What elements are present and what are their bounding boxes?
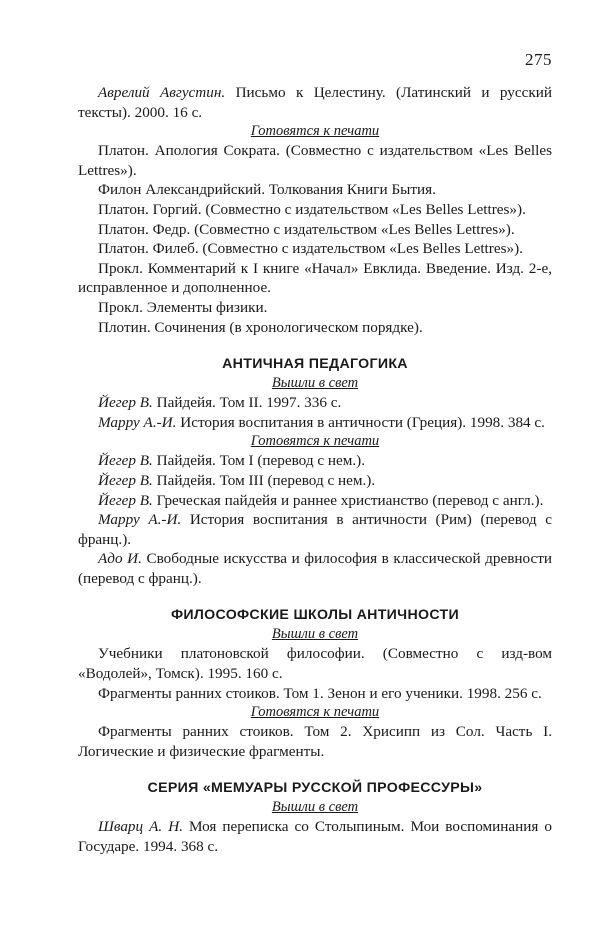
entry-author: Йегер В. [98,471,153,489]
entry-text: Греческая пайдейя и раннее христианство (перевод с англ.). [152,491,544,509]
page-content [78,83,552,857]
publication-entry [78,180,552,200]
entry-author: Йегер В. [98,491,153,509]
section-heading: ФИЛОСОФСКИЕ ШКОЛЫ АНТИЧНОСТИ [171,607,459,624]
entry-text: Филон Александрийский. Толкования Книги Бытия. [98,181,436,199]
publication-entry [78,413,552,433]
section-gap [78,337,552,355]
entry-text: Платон. Филеб. (Совместно с издательством «Les Belles Lettres»). [98,240,523,258]
entry-text: Пайдейя. Том I (перевод с нем.). [152,452,366,470]
entry-text: Платон. Апология Сократа. (Совместно с издательством «Les Belles Lettres»). [78,142,552,179]
publication-entry [78,393,552,413]
entry-text: Моя переписка со Столыпиным. Мои воспоминания о Государе. 1994. 368 с. [78,818,552,856]
entry-text: Платон. Горгий. (Совместно с издательством «Les Belles Lettres»). [98,200,526,218]
publication-entry [78,318,552,338]
publication-entry [78,141,552,180]
entry-text: История воспитания в античности (Греция). 1998. 384 с. [176,413,545,431]
entry-text: Фрагменты ранних стоиков. Том 2. Хрисипп из Сол. Часть I. Логические и физические фрагменты. [78,723,552,760]
entry-author: Йегер В. [98,452,153,470]
entry-author: Аврелий Августин. [98,84,226,101]
entry-author: Марру А.-И. [98,413,177,431]
publication-entry [78,644,552,683]
publication-entry [78,684,552,704]
page-number: 275 [525,50,552,69]
entry-text: Прокл. Комментарий к I книге «Начал» Евклида. Введение. Изд. 2-е, исправленное и дополненное. [78,259,552,297]
entry-author: Марру А.-И. [98,511,182,529]
publication-entry [78,510,552,549]
subsection-label: Вышли в свет [271,375,359,392]
entry-text: Платон. Федр. (Совместно с издательством «Les Belles Lettres»). [98,220,515,238]
publication-entry [78,83,552,122]
entry-text: Свободные искусства и философия в классической древности (перевод с франц.). [78,550,552,587]
entry-author: Адо И. [98,550,142,568]
publication-entry [78,259,552,298]
publication-entry [78,817,552,856]
entry-text: История воспитания в античности (Рим) (перевод с франц.). [78,511,552,548]
section-gap [78,761,552,779]
section-heading: СЕРИЯ «МЕМУАРЫ РУССКОЙ ПРОФЕССУРЫ» [147,780,483,797]
subsection-label: Готовятся к печати [250,123,380,140]
publication-entry [78,239,552,259]
entry-author: Йегер В. [98,394,153,412]
entry-text: Плотин. Сочинения (в хронологическом порядке). [98,318,423,336]
subsection-label: Вышли в свет [271,626,359,643]
publication-entry [78,200,552,220]
publication-entry [78,722,552,761]
publication-entry [78,549,552,588]
entry-text: Письмо к Целестину. (Латинский и русский тексты). 2000. 16 с. [78,84,552,121]
entry-text: Пайдейя. Том II. 1997. 336 с. [152,394,342,412]
publication-entry [78,491,552,511]
subsection-label: Вышли в свет [271,799,359,816]
section-heading: АНТИЧНАЯ ПЕДАГОГИКА [222,356,408,373]
entry-text: Учебники платоновской философии. (Совместно с изд-вом «Водолей», Томск). 1995. 160 с. [78,645,552,683]
publication-entry [78,451,552,471]
entry-author: Шварц А. Н. [98,818,183,836]
publication-entry [78,220,552,240]
entry-text: Пайдейя. Том III (перевод с нем.). [152,471,376,489]
section-gap [78,588,552,606]
entry-text: Прокл. Элементы физики. [98,298,268,316]
subsection-label: Готовятся к печати [250,433,380,450]
entry-text: Фрагменты ранних стоиков. Том 1. Зенон и его ученики. 1998. 256 с. [98,684,542,702]
subsection-label: Готовятся к печати [250,704,380,721]
publication-entry [78,298,552,318]
publication-entry [78,471,552,491]
